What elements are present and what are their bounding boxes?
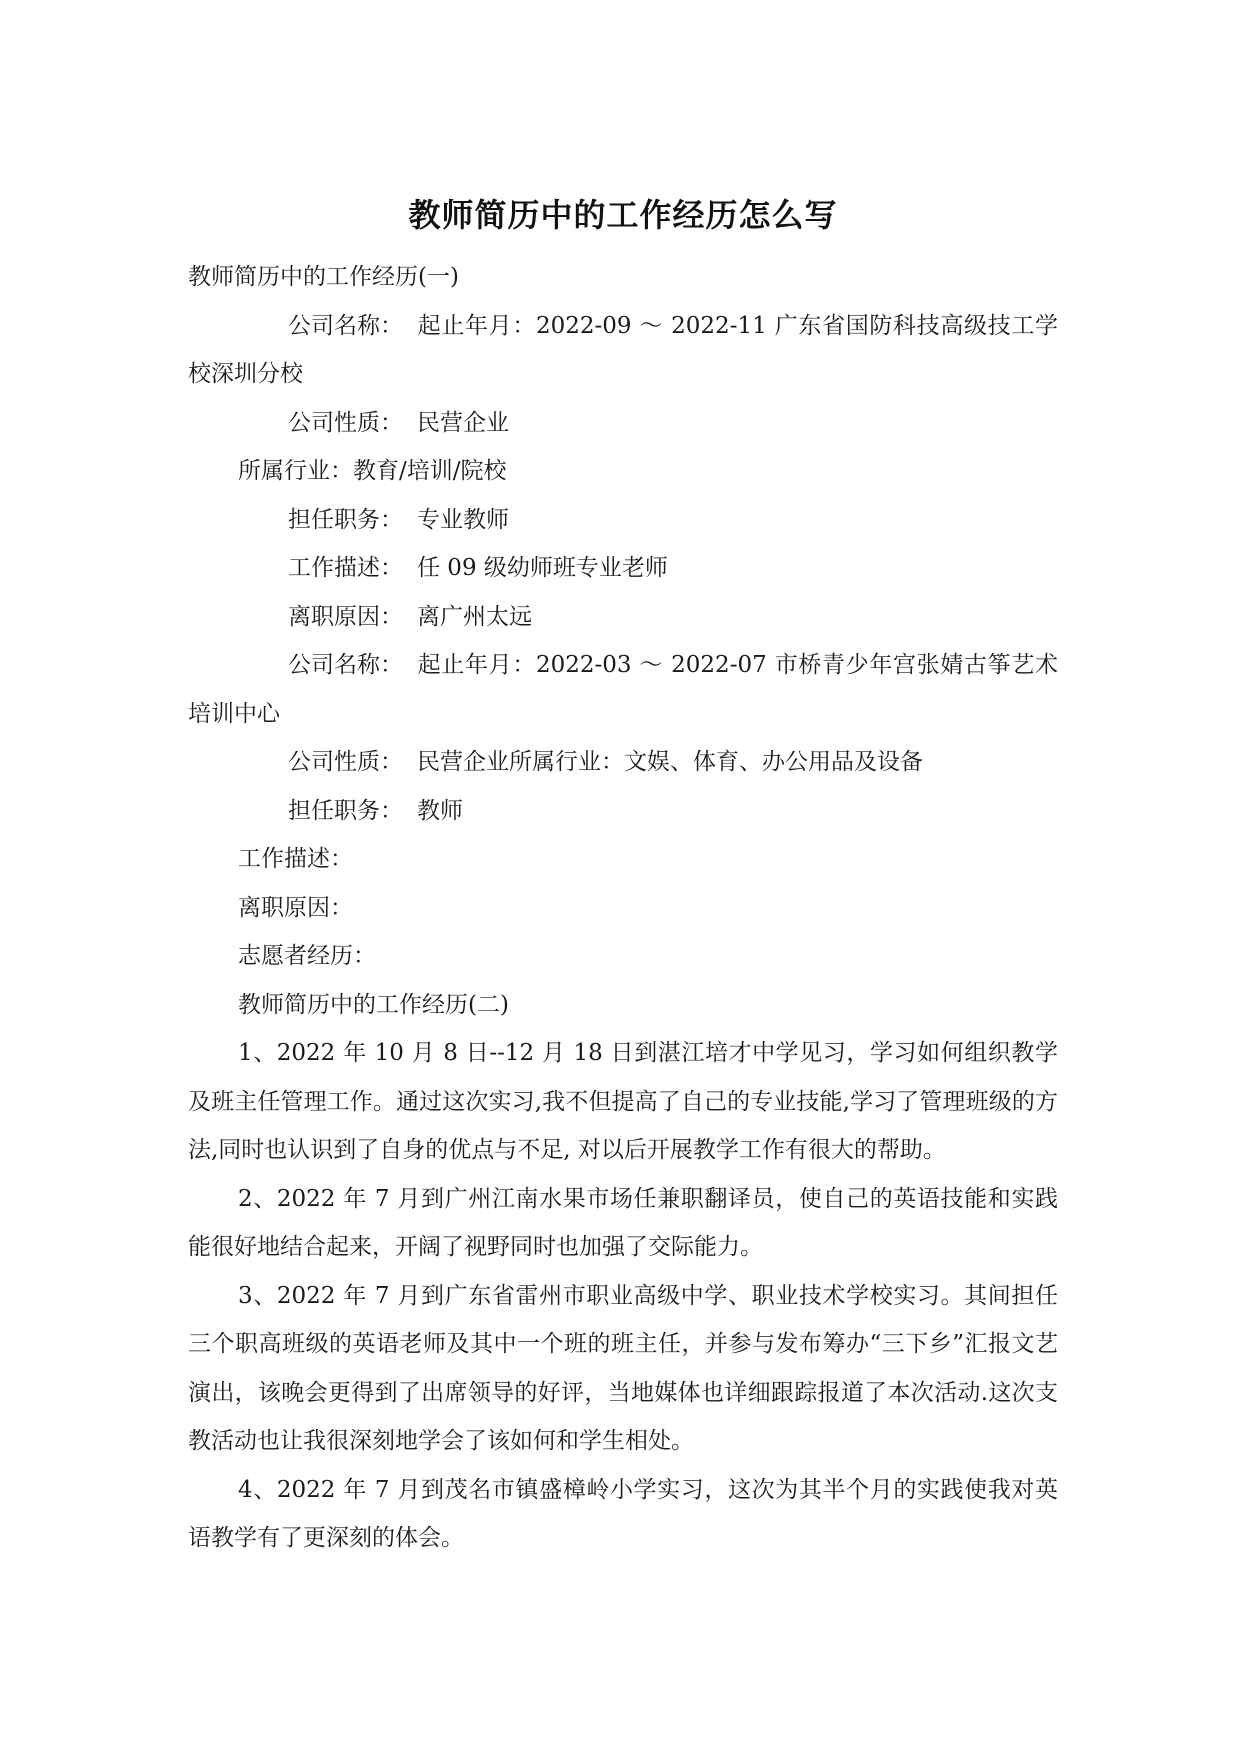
job2-company: 公司名称： 起止年月：2022-03 ～ 2022-07 市桥青少年宫张婧古筝艺术培训中心 xyxy=(188,652,1058,727)
job2-nature: 公司性质： 民营企业所属行业：文娱、体育、办公用品及设备 xyxy=(288,749,923,775)
job1-nature: 公司性质： 民营企业 xyxy=(288,409,509,436)
job1-leave-reason: 离职原因： 离广州太远 xyxy=(288,603,532,630)
job2-position: 担任职务： 教师 xyxy=(288,797,463,824)
volunteer-experience: 志愿者经历： xyxy=(238,943,376,969)
section2-heading: 教师简历中的工作经历(二) xyxy=(238,991,509,1018)
experience-item-4: 4、2022 年 7 月到茂名市镇盛樟岭小学实习，这次为其半个月的实践使我对英语教学有了更深刻的体会。 xyxy=(188,1476,1058,1551)
experience-item-1: 1、2022 年 10 月 8 日--12 月 18 日到湛江培才中学见习，学习如何组织教学及班主任管理工作。通过这次实习,我不但提高了自己的专业技能,学习了管理班级的方法,同时也认识到了自身的优点与不足, 对以后开展教学工作有很大的帮助。 xyxy=(188,1040,1058,1163)
job2-description: 工作描述： xyxy=(238,846,353,872)
experience-item-3: 3、2022 年 7 月到广东省雷州市职业高级中学、职业技术学校实习。其间担任三个职高班级的英语老师及其中一个班的班主任，并参与发布筹办“三下乡”汇报文艺演出，该晚会更得到了出席领导的好评，当地媒体也详细跟踪报道了本次活动.这次支教活动也让我很深刻地学会了该如何和学生相处。 xyxy=(188,1282,1058,1454)
job1-industry: 所属行业：教育/培训/院校 xyxy=(238,458,507,484)
job1-position: 担任职务： 专业教师 xyxy=(288,506,509,533)
document-title: 教师简历中的工作经历怎么写 xyxy=(408,196,838,234)
document-body xyxy=(188,253,1058,1563)
experience-item-2: 2、2022 年 7 月到广州江南水果市场任兼职翻译员，使自己的英语技能和实践能很好地结合起来，开阔了视野同时也加强了交际能力。 xyxy=(188,1185,1058,1260)
section1-heading: 教师简历中的工作经历(一) xyxy=(188,264,459,290)
job1-description: 工作描述： 任 09 级幼师班专业老师 xyxy=(288,555,668,581)
job1-company: 公司名称： 起止年月：2022-09 ～ 2022-11 广东省国防科技高级技工学校深圳分校 xyxy=(188,312,1058,387)
job2-leave-reason: 离职原因： xyxy=(238,894,353,921)
